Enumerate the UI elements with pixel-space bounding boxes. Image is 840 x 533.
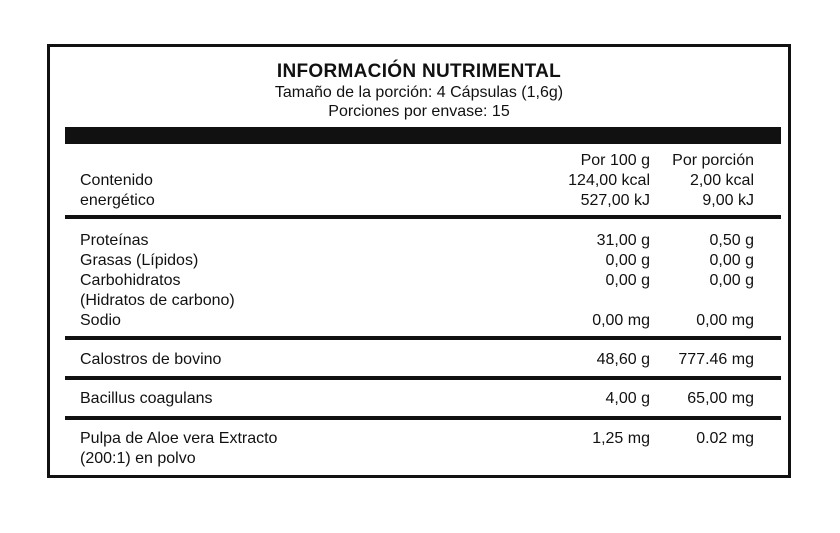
energy-kj-serving: 9,00 kJ [702, 192, 754, 209]
nutrient-fat-serving: 0,00 g [709, 252, 754, 269]
section-divider [65, 336, 781, 340]
nutrient-label-carbs: Carbohidratos [80, 272, 181, 289]
panel-title: INFORMACIÓN NUTRIMENTAL [276, 61, 562, 82]
nutrient-carbs-100g: 0,00 g [605, 272, 650, 289]
aloe-100g: 1,25 mg [592, 430, 650, 447]
colostrum-label: Calostros de bovino [80, 351, 222, 368]
nutrient-sodium-serving: 0,00 mg [696, 312, 754, 329]
energy-label-line2: energético [80, 192, 155, 209]
nutrient-carbs-serving: 0,00 g [709, 272, 754, 289]
aloe-label-line2: (200:1) en polvo [80, 450, 196, 467]
servings-per-container: Porciones por envase: 15 [328, 103, 510, 120]
col-header-per-100g: Por 100 g [580, 152, 650, 169]
energy-label-line1: Contenido [80, 172, 153, 189]
nutrient-label-fat: Grasas (Lípidos) [80, 252, 199, 269]
serving-size: Tamaño de la porción: 4 Cápsulas (1,6g) [274, 84, 564, 101]
bacillus-serving: 65,00 mg [687, 390, 754, 407]
nutrient-protein-100g: 31,00 g [596, 232, 650, 249]
energy-kj-100g: 527,00 kJ [580, 192, 650, 209]
nutrient-protein-serving: 0,50 g [709, 232, 754, 249]
nutrient-fat-100g: 0,00 g [605, 252, 650, 269]
colostrum-serving: 777.46 mg [678, 351, 754, 368]
energy-kcal-serving: 2,00 kcal [689, 172, 754, 189]
nutrition-facts-panel [47, 44, 791, 478]
section-divider [65, 215, 781, 219]
nutrient-label-protein: Proteínas [80, 232, 149, 249]
col-header-per-serving: Por porción [672, 152, 754, 169]
nutrient-label-carbs-alt: (Hidratos de carbono) [80, 292, 235, 309]
nutrient-label-sodium: Sodio [80, 312, 121, 329]
bacillus-100g: 4,00 g [605, 390, 650, 407]
bacillus-label: Bacillus coagulans [80, 390, 213, 407]
section-divider [65, 376, 781, 380]
header-black-bar [65, 127, 781, 144]
section-divider [65, 416, 781, 420]
colostrum-100g: 48,60 g [596, 351, 650, 368]
aloe-label-line1: Pulpa de Aloe vera Extracto [80, 430, 278, 447]
aloe-serving: 0.02 mg [696, 430, 754, 447]
nutrient-sodium-100g: 0,00 mg [592, 312, 650, 329]
energy-kcal-100g: 124,00 kcal [568, 172, 650, 189]
